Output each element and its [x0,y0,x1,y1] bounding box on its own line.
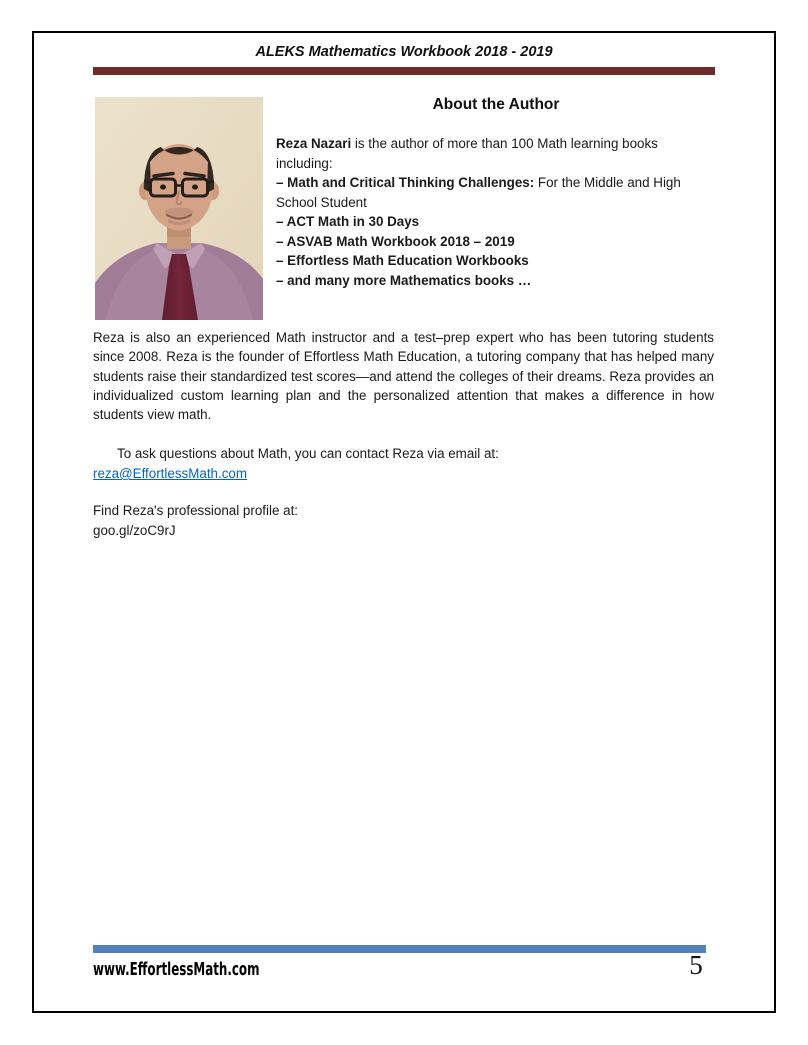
footer-site-text: www.EffortlessMath.com [93,959,260,980]
book-item [276,173,716,212]
profile-line: Find Reza's professional profile at: [93,503,299,518]
contact-block [93,444,714,484]
profile-url: goo.gl/zoC9rJ [93,523,176,538]
footer-rule [93,945,706,953]
contact-line: To ask questions about Math, you can contact Reza via email at: [117,446,499,461]
book-title: – ACT Math in 30 Days [276,214,420,229]
book-item [276,232,716,252]
author-info-column [276,95,716,290]
author-intro-rest: is the author of more than 100 Math learning books including: [276,136,658,171]
author-photo [95,97,263,320]
book-title: – Effortless Math Education Workbooks [276,253,529,268]
profile-block [93,501,714,541]
book-subtitle: For the Middle and High School Student [276,175,681,210]
page-number: 5 [689,950,703,980]
book-title: – and many more Mathematics books … [276,272,532,288]
book-title: – Math and Critical Thinking Challenges: [276,175,535,190]
author-name: Reza Nazari [276,136,352,151]
about-heading: About the Author [432,96,560,113]
header-title: ALEKS Mathematics Workbook 2018 - 2019 [255,44,553,60]
book-title: – ASVAB Math Workbook 2018 – 2019 [276,233,515,249]
book-item [276,251,716,271]
author-bio: Reza is also an experienced Math instructor and a test–prep expert who has been tutoring students since 2008. Reza is the founder of Effortless Math Education, a tutoring company that has helped many students raise their standardized test scores—and attend the colleges of their dreams. Reza provides an individualized custom learning plan and the personalized attention that makes a difference in how students view math. [93,330,714,423]
author-intro [276,134,716,173]
book-item [276,212,716,232]
header-rule [93,67,715,75]
email-link[interactable]: reza@EffortlessMath.com [93,466,247,481]
book-item [276,271,716,291]
author-portrait-illustration [95,97,263,320]
